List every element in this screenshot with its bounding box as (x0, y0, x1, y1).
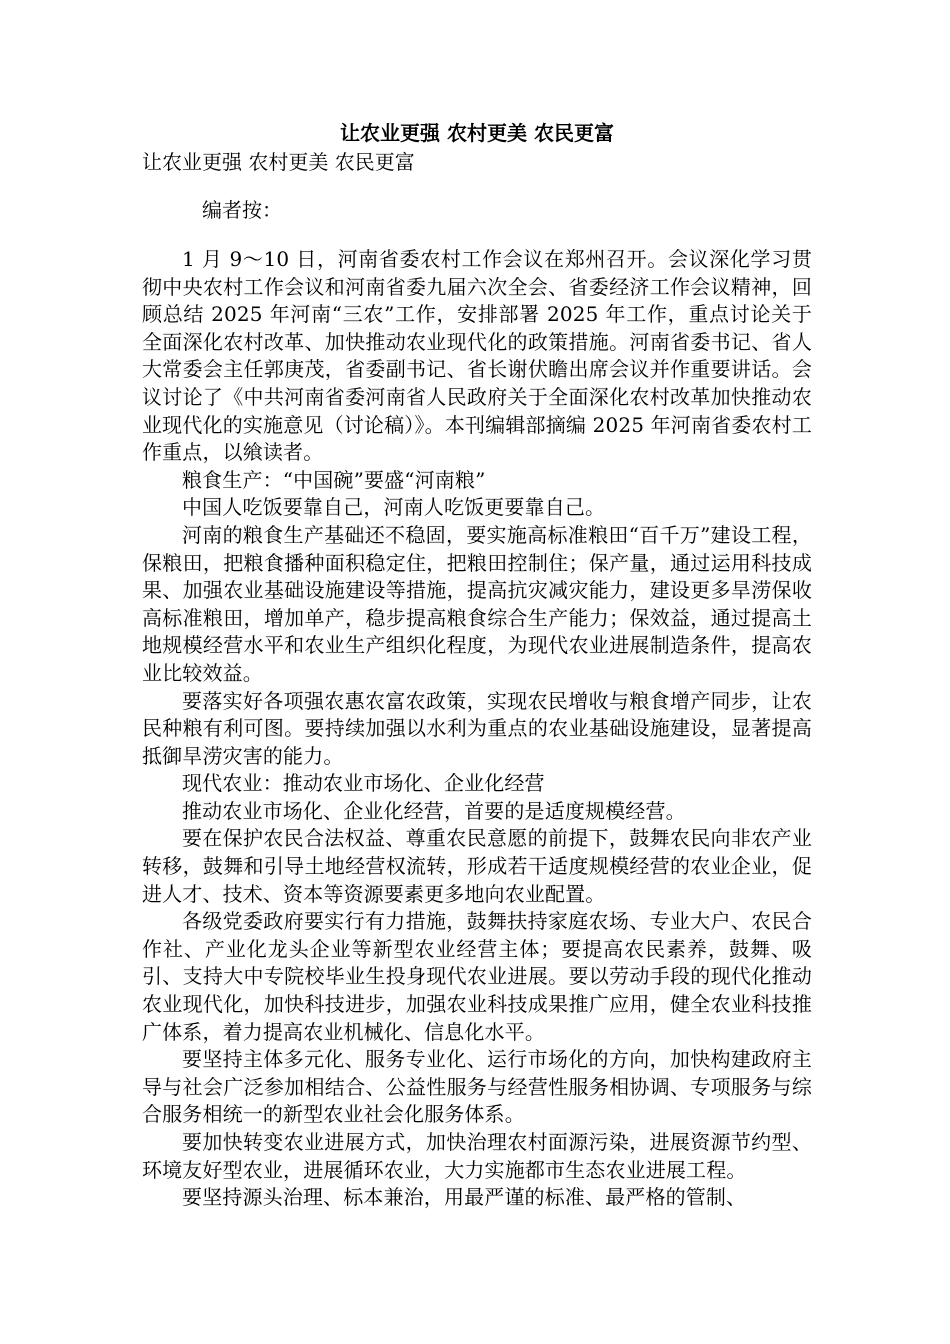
section-heading-modern-agriculture: 现代农业：推动农业市场化、企业化经营 (182, 771, 545, 796)
paragraph: 要在保护农民合法权益、尊重农民意愿的前提下，鼓舞农民向非农产业转移，鼓舞和引导土地经营权流转，形成若干适度规模经营的农业企业，促进人才、技术、资本等资源要素更多地向农业配置。 (142, 826, 812, 906)
article-body (142, 246, 812, 1212)
paragraph: 各级党委政府要实行有力措施，鼓舞扶持家庭农场、专业大户、农民合作社、产业化龙头企业等新型农业经营主体；要提高农民素养，鼓舞、吸引、支持大中专院校毕业生投身现代农业进展。要以劳动手段的现代化推动农业现代化，加快科技进步，加强农业科技成果推广应用，健全农业科技推广体系，着力提高农业机械化、信息化水平。 (142, 909, 812, 1044)
section-heading-grain: 粮食生产：“中国碗”要盛“河南粮” (182, 467, 486, 492)
editor-note-label: 编者按： (202, 198, 282, 222)
paragraph: 中国人吃饭要靠自己，河南人吃饭更要靠自己。 (182, 495, 606, 520)
document-subtitle: 让农业更强 农村更美 农民更富 (142, 150, 415, 174)
paragraph: 推动农业市场化、企业化经营，首要的是适度规模经营。 (182, 798, 686, 823)
paragraph: 要坚持主体多元化、服务专业化、运行市场化的方向，加快构建政府主导与社会广泛参加相结合、公益性服务与经营性服务相协调、专项服务与综合服务相统一的新型农业社会化服务体系。 (142, 1047, 812, 1127)
paragraph-intro: 1 月 9～10 日，河南省委农村工作会议在郑州召开。会议深化学习贯彻中央农村工作会议和河南省委九届六次全会、省委经济工作会议精神，回顾总结 2025 年河南“三农”工作，安排部署 2025 年工作，重点讨论关于全面深化农村改革、加快推动农业现代化的政策措施。河南省委书记、省人大常委会主任郭庚茂，省委副书记、省长谢伏瞻出席会议并作重要讲话。会议讨论了《中共河南省委河南省人民政府关于全面深化农村改革加快推动农业现代化的实施意见（讨论稿）》。本刊编辑部摘编 2025 年河南省委农村工作重点，以飨读者。 (142, 247, 812, 465)
paragraph: 要加快转变农业进展方式，加快治理农村面源污染，进展资源节约型、环境友好型农业，进展循环农业，大力实施都市生态农业进展工程。 (142, 1130, 812, 1182)
document-title: 让农业更强 农村更美 农民更富 (340, 121, 614, 145)
document-page (142, 118, 812, 1212)
paragraph: 要坚持源头治理、标本兼治，用最严谨的标准、最严格的管制、 (182, 1185, 747, 1210)
paragraph: 要落实好各项强农惠农富农政策，实现农民增收与粮食增产同步，让农民种粮有利可图。要持续加强以水利为重点的农业基础设施建设，显著提高抵御旱涝灾害的能力。 (142, 688, 812, 768)
paragraph: 河南的粮食生产基础还不稳固，要实施高标准粮田“百千万”建设工程，保粮田，把粮食播种面积稳定住，把粮田控制住；保产量，通过运用科技成果、加强农业基础设施建设等措施，提高抗灾减灾能力，建设更多旱涝保收高标准粮田，增加单产，稳步提高粮食综合生产能力；保效益，通过提高土地规模经营水平和农业生产组织化程度，为现代农业进展制造条件，提高农业比较效益。 (142, 522, 812, 685)
